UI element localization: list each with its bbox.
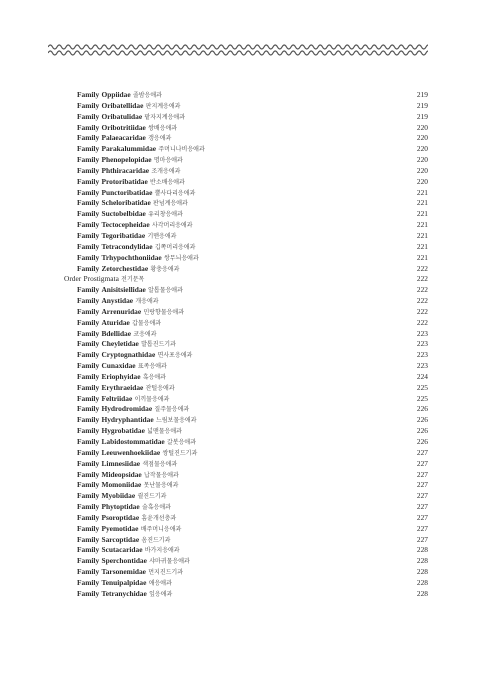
entry-prefix: Family — [77, 230, 100, 240]
family-entry — [0, 177, 480, 188]
entry-prefix: Family — [77, 523, 100, 533]
entry-korean-name: 깁쪽머리응애과 — [154, 243, 196, 251]
entry-name: Oribotritiidae — [101, 122, 146, 132]
entry-korean-name: 쥘진드기과 — [137, 493, 167, 501]
page-number: 219 — [416, 90, 428, 99]
entry-korean-name: 전기문목 — [121, 276, 145, 284]
entry-name: Scutacaridae — [101, 545, 143, 555]
entry-prefix: Family — [77, 512, 100, 522]
entry-korean-name: 납작물응애과 — [144, 471, 179, 479]
wave-border-icon — [48, 42, 428, 58]
entry-korean-name: 잔털응애과 — [145, 384, 175, 392]
family-entry — [0, 556, 480, 567]
entry-name: Tarsonemidae — [101, 567, 146, 577]
entry-korean-name: 주머니나비응애과 — [158, 146, 205, 154]
entry-prefix: Family — [77, 480, 100, 490]
entry-name: Hygrobatidae — [101, 426, 145, 436]
entry-prefix: Family — [77, 187, 100, 197]
family-entry — [0, 329, 480, 340]
entry-korean-name: 갱응애과 — [148, 135, 172, 143]
entry-name: Scheloribatidae — [101, 198, 151, 208]
entry-korean-name: 팥자지계응애과 — [144, 113, 185, 121]
entry-prefix: Family — [77, 220, 100, 230]
entry-prefix: Family — [77, 285, 100, 295]
family-entry — [0, 123, 480, 134]
entry-name: Hydryphantidae — [101, 415, 154, 425]
entry-name: Feltriidae — [101, 393, 133, 403]
entry-name: Anystidae — [101, 296, 134, 306]
family-entry — [0, 166, 480, 177]
page-number: 227 — [416, 491, 428, 501]
entry-prefix: Family — [77, 296, 100, 306]
family-entry — [0, 112, 480, 123]
page-number: 222 — [416, 274, 428, 284]
family-entry — [0, 90, 480, 101]
entry-prefix: Family — [77, 198, 100, 208]
entry-name: Labidostommatidae — [101, 437, 165, 446]
entry-prefix: Family — [77, 491, 100, 501]
entry-name: Hydrodromidae — [101, 404, 153, 414]
family-entry — [0, 350, 480, 361]
page-number: 223 — [416, 361, 428, 371]
entry-korean-name: 느림보물응애과 — [155, 417, 197, 425]
page-number: 220 — [416, 155, 428, 165]
entry-korean-name: 갈봇응애과 — [167, 439, 196, 446]
entry-name: Momoniidae — [101, 480, 142, 490]
entry-prefix: Family — [77, 155, 100, 165]
entry-korean-name: 뿔사다리응애과 — [154, 189, 196, 197]
entry-name: Aturidae — [101, 317, 130, 327]
entry-prefix: Family — [77, 252, 100, 262]
entry-korean-name: 옴진드기과 — [141, 536, 171, 544]
entry-prefix: Family — [77, 306, 100, 316]
family-entry — [0, 372, 480, 383]
entry-prefix: Family — [77, 502, 100, 512]
entry-name: Phytoptidae — [101, 502, 140, 512]
entry-prefix: Family — [77, 209, 100, 219]
family-entry — [0, 318, 480, 329]
family-entry — [0, 567, 480, 578]
page-number: 220 — [416, 176, 428, 186]
page-number: 219 — [416, 111, 428, 121]
entry-name: Bdellidae — [101, 328, 132, 338]
family-entry — [0, 296, 480, 307]
entry-prefix: Family — [77, 176, 100, 186]
entry-korean-name: 표족응애과 — [137, 363, 167, 371]
entry-prefix: Family — [77, 100, 100, 110]
page-number: 223 — [416, 339, 428, 349]
family-entry — [0, 209, 480, 220]
entry-prefix: Family — [77, 317, 100, 327]
page-number: 228 — [416, 556, 428, 566]
family-entry — [0, 242, 480, 253]
page-number: 228 — [416, 545, 428, 555]
entry-name: Protoribatidae — [101, 176, 148, 186]
entry-name: Myobiidae — [101, 491, 136, 501]
page-number: 221 — [416, 198, 428, 208]
entry-korean-name: 흠윤개선충과 — [141, 514, 177, 522]
entry-prefix: Family — [77, 111, 100, 121]
entry-prefix: Family — [77, 426, 100, 436]
entry-name: Zetorchestidae — [101, 263, 149, 273]
entry-prefix: Family — [77, 339, 100, 349]
entry-name: Cryptognathidae — [101, 350, 156, 360]
entry-prefix: Family — [77, 404, 100, 414]
entry-name: Cheyletidae — [101, 339, 139, 349]
entry-prefix: Family — [77, 328, 100, 338]
entry-korean-name: 넓맨물응애과 — [147, 428, 182, 436]
family-entry — [0, 383, 480, 394]
page-number: 221 — [416, 209, 428, 219]
family-entry — [0, 589, 480, 600]
page-number: 223 — [416, 350, 428, 360]
entry-korean-name: 사각머리응애과 — [151, 222, 193, 230]
entry-name: Suctobelbidae — [101, 209, 146, 219]
page-number: 228 — [416, 588, 428, 598]
family-entry — [0, 394, 480, 405]
entry-name: Mideopsidae — [101, 469, 142, 479]
page-number: 221 — [416, 252, 428, 262]
page-number: 228 — [416, 577, 428, 587]
entry-korean-name: 명마응애과 — [153, 157, 183, 165]
page-number: 220 — [416, 144, 428, 154]
entry-korean-name: 개응애과 — [135, 298, 159, 306]
family-entry — [0, 426, 480, 437]
entry-prefix: Family — [77, 371, 100, 381]
entry-name: Tetranychidae — [101, 588, 147, 598]
entry-prefix: Family — [77, 556, 100, 566]
page-number: 226 — [416, 426, 428, 436]
entry-prefix: Family — [77, 263, 100, 273]
entry-name: Oppiidae — [101, 90, 131, 99]
entry-prefix: Family — [77, 447, 100, 457]
family-entry — [0, 231, 480, 242]
page-number: 227 — [416, 502, 428, 512]
page-number: 225 — [416, 393, 428, 403]
entry-name: Tenuipalpidae — [101, 577, 147, 587]
family-entry — [0, 480, 480, 491]
entry-prefix: Family — [77, 577, 100, 587]
family-entry — [0, 133, 480, 144]
entry-name: Trhypochthoniidae — [101, 252, 162, 262]
family-entry — [0, 264, 480, 275]
family-entry — [0, 361, 480, 372]
entry-name: Phenopelopidae — [101, 155, 152, 165]
entry-prefix: Family — [77, 458, 100, 468]
entry-korean-name: 쌍배응애과 — [148, 124, 178, 132]
entry-prefix: Family — [77, 361, 100, 371]
entry-prefix: Family — [77, 588, 100, 598]
page-number: 222 — [416, 263, 428, 273]
page-number: 224 — [416, 371, 428, 381]
family-entry — [0, 144, 480, 155]
entry-korean-name: 황충응애과 — [150, 265, 180, 273]
entry-korean-name: 조개응애과 — [151, 167, 181, 175]
entry-korean-name: 코응애과 — [133, 330, 157, 338]
entry-prefix: Family — [77, 469, 100, 479]
order-entry — [0, 274, 480, 285]
page-number: 226 — [416, 415, 428, 425]
entry-name: Psoroptidae — [101, 512, 140, 522]
page-number: 220 — [416, 122, 428, 132]
entry-korean-name: 바가지응애과 — [144, 547, 180, 555]
entry-name: Arrenuridae — [101, 306, 142, 316]
family-entry — [0, 513, 480, 524]
entry-prefix: Family — [77, 90, 100, 99]
entry-prefix: Family — [77, 165, 100, 175]
family-entry — [0, 404, 480, 415]
family-entry — [0, 339, 480, 350]
entry-name: Parakalummidae — [101, 144, 157, 154]
entry-name: Pyemotidae — [101, 523, 139, 533]
page-number: 220 — [416, 133, 428, 143]
family-entry — [0, 535, 480, 546]
entry-name: Leeuwenhoekiidae — [101, 447, 161, 457]
page-number: 227 — [416, 469, 428, 479]
family-entry — [0, 198, 480, 209]
entry-name: Sarcoptidae — [101, 534, 140, 544]
entry-korean-name: 판지계응애과 — [145, 102, 181, 110]
family-entry — [0, 578, 480, 589]
entry-korean-name: 알톱물응애과 — [148, 287, 183, 295]
entry-korean-name: 졸밤응애과 — [132, 92, 162, 99]
entry-korean-name: 이끼물응애과 — [134, 395, 170, 403]
page-number: 226 — [416, 437, 428, 446]
entry-korean-name: 민랑향물응애과 — [143, 308, 185, 316]
page-number: 221 — [416, 220, 428, 230]
entry-name: Limnesiidae — [101, 458, 141, 468]
family-entry — [0, 502, 480, 513]
family-entry — [0, 437, 480, 448]
family-entry — [0, 253, 480, 264]
entry-korean-name: 유리창응애과 — [148, 211, 183, 219]
entry-name: Erythraeidae — [101, 382, 144, 392]
entry-korean-name: 술혹응애과 — [141, 504, 171, 512]
family-entry — [0, 545, 480, 556]
page-number: 227 — [416, 534, 428, 544]
entry-name: Oribatellidae — [101, 100, 144, 110]
entry-korean-name: 갑물응애과 — [132, 319, 162, 327]
entry-name: Cunaxidae — [101, 361, 136, 371]
entry-prefix: Family — [77, 133, 100, 143]
family-entry — [0, 459, 480, 470]
page-number: 219 — [416, 100, 428, 110]
entry-korean-name: 판넘계응애과 — [153, 200, 188, 208]
page-number: 227 — [416, 458, 428, 468]
entry-korean-name: 못난물응애과 — [143, 482, 179, 490]
entry-korean-name: 색점물응애과 — [142, 460, 178, 468]
entry-korean-name: 배주머니응애과 — [140, 525, 182, 533]
page-number: 222 — [416, 306, 428, 316]
family-entry — [0, 101, 480, 112]
page-number: 227 — [416, 523, 428, 533]
entry-name: Eriophyidae — [101, 371, 141, 381]
page-number: 221 — [416, 187, 428, 197]
entry-korean-name: 질주물응애과 — [154, 406, 190, 414]
table-of-contents — [0, 90, 480, 600]
page-number: 222 — [416, 285, 428, 295]
page-number: 220 — [416, 165, 428, 175]
family-entry — [0, 470, 480, 481]
entry-name: Phthiracaridae — [101, 165, 150, 175]
entry-name: Palaeacaridae — [101, 133, 146, 143]
entry-prefix: Family — [77, 241, 100, 251]
entry-name: Sperchontidae — [101, 556, 147, 566]
family-entry — [0, 524, 480, 535]
entry-name: Tectocepheidae — [101, 220, 150, 230]
entry-korean-name: 애응애과 — [148, 579, 172, 587]
entry-prefix: Family — [77, 122, 100, 132]
entry-name: Punctoribatidae — [101, 187, 153, 197]
entry-korean-name: 기맨응애과 — [147, 232, 177, 240]
page-number: 227 — [416, 512, 428, 522]
page-number: 223 — [416, 328, 428, 338]
page-number: 221 — [416, 230, 428, 240]
entry-text — [77, 589, 172, 601]
entry-prefix: Family — [77, 415, 100, 425]
entry-korean-name: 샤마귀물응애과 — [149, 558, 190, 566]
entry-korean-name: 쌍털진드기과 — [162, 449, 198, 457]
page-number: 227 — [416, 447, 428, 457]
family-entry — [0, 448, 480, 459]
family-entry — [0, 415, 480, 426]
entry-prefix: Family — [77, 144, 100, 154]
entry-name: Tetracondylidae — [101, 241, 153, 251]
entry-name: Prostigmata — [83, 274, 119, 284]
page-number: 226 — [416, 404, 428, 414]
entry-prefix: Family — [77, 393, 100, 403]
family-entry — [0, 220, 480, 231]
entry-prefix: Order — [64, 274, 82, 284]
entry-prefix: Family — [77, 382, 100, 392]
page-number: 222 — [416, 296, 428, 306]
entry-prefix: Family — [77, 545, 100, 555]
entry-prefix: Family — [77, 437, 100, 446]
family-entry — [0, 188, 480, 199]
entry-prefix: Family — [77, 567, 100, 577]
family-entry — [0, 491, 480, 502]
entry-korean-name: 혹응애과 — [142, 373, 166, 381]
page-number: 221 — [416, 241, 428, 251]
entry-korean-name: 쌍무늬응애과 — [164, 254, 199, 262]
entry-korean-name: 먼지진드기과 — [148, 569, 184, 577]
entry-name: Anisitsiellidae — [101, 285, 146, 295]
page-number: 227 — [416, 480, 428, 490]
family-entry — [0, 155, 480, 166]
page-number: 228 — [416, 567, 428, 577]
entry-name: Oribatulidae — [101, 111, 143, 121]
entry-prefix: Family — [77, 534, 100, 544]
family-entry — [0, 285, 480, 296]
entry-korean-name: 발톱진드기과 — [141, 341, 176, 349]
entry-prefix: Family — [77, 350, 100, 360]
entry-name: Tegoribatidae — [101, 230, 146, 240]
entry-korean-name: 반소배응애과 — [150, 178, 185, 186]
page-number: 225 — [416, 382, 428, 392]
entry-korean-name: 면사포응애과 — [157, 352, 193, 360]
page-number: 222 — [416, 317, 428, 327]
family-entry — [0, 307, 480, 318]
entry-korean-name: 잎응애과 — [149, 590, 173, 598]
